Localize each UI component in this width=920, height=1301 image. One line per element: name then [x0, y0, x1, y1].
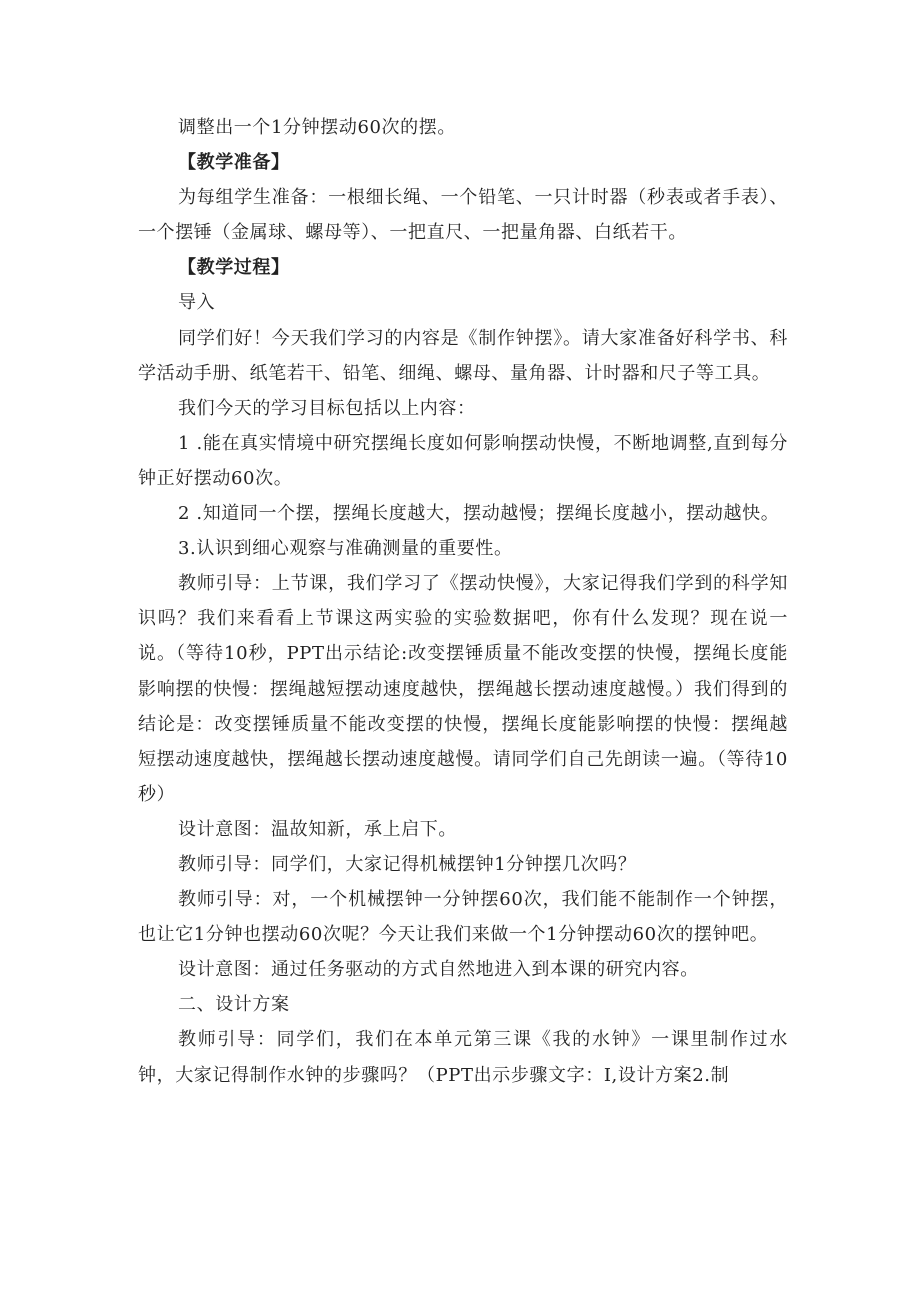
paragraph-preparation-materials: 为每组学生准备：一根细长绳、一个铅笔、一只计时器（秒表或者手表）、一个摆锤（金属球、螺母等）、一把直尺、一把量角器、白纸若干。 [138, 187, 788, 244]
paragraph-greeting: 同学们好！今天我们学习的内容是《制作钟摆》。请大家准备好科学书、科学活动手册、纸笔若干、铅笔、细绳、螺母、量角器、计时器和尺子等工具。 [138, 327, 788, 384]
paragraph-intro-label: 导入 [178, 292, 216, 314]
paragraph-goal-1: 1 .能在真实情境中研究摆绳长度如何影响摆动快慢，不断地调整,直到每分钟正好摆动60次。 [138, 432, 788, 489]
paragraph-goal-2: 2 .知道同一个摆，摆绳长度越大，摆动越慢；摆绳长度越小，摆动越快。 [178, 503, 780, 525]
section-heading-preparation: 【教学准备】 [178, 152, 290, 174]
paragraph-design-intent-2: 设计意图：通过任务驱动的方式自然地进入到本课的研究内容。 [178, 959, 699, 981]
section-heading-process: 【教学过程】 [178, 257, 290, 279]
paragraph-design-intent-1: 设计意图：温故知新，承上启下。 [178, 818, 457, 840]
paragraph-goal-3: 3.认识到细心观察与准确测量的重要性。 [178, 538, 513, 560]
document-body [138, 110, 788, 1093]
paragraph-teacher-water-clock: 教师引导：同学们，我们在本单元第三课《我的水钟》一课里制作过水钟，大家记得制作水钟的步骤吗？（PPT出示步骤文字：I,设计方案2.制 [138, 1029, 788, 1086]
paragraph-teacher-question: 教师引导：同学们，大家记得机械摆钟1分钟摆几次吗？ [178, 853, 637, 875]
paragraph-section-design: 二、设计方案 [178, 994, 290, 1016]
paragraph-teacher-review: 教师引导：上节课，我们学习了《摆动快慢》，大家记得我们学到的科学知识吗？我们来看看上节课这两实验的实验数据吧，你有什么发现？现在说一说。（等待10秒，PPT出示结论:改变摆锤质量不能改变摆的快慢，摆绳长度能影响摆的快慢：摆绳越短摆动速度越快，摆绳越长摆动速度越慢。）我们得到的结论是：改变摆锤质量不能改变摆的快慢，摆绳长度能影响摆的快慢：摆绳越短摆动速度越快，摆绳越长摆动速度越慢。请同学们自己先朗读一遍。（等待10秒） [138, 573, 788, 805]
paragraph-goal-continuation: 调整出一个1分钟摆动60次的摆。 [178, 117, 456, 138]
paragraph-teacher-task: 教师引导：对，一个机械摆钟一分钟摆60次，我们能不能制作一个钟摆，也让它1分钟也摆动60次呢？今天让我们来做一个1分钟摆动60次的摆钟吧。 [138, 889, 788, 946]
paragraph-goals-intro: 我们今天的学习目标包括以上内容： [178, 397, 476, 419]
